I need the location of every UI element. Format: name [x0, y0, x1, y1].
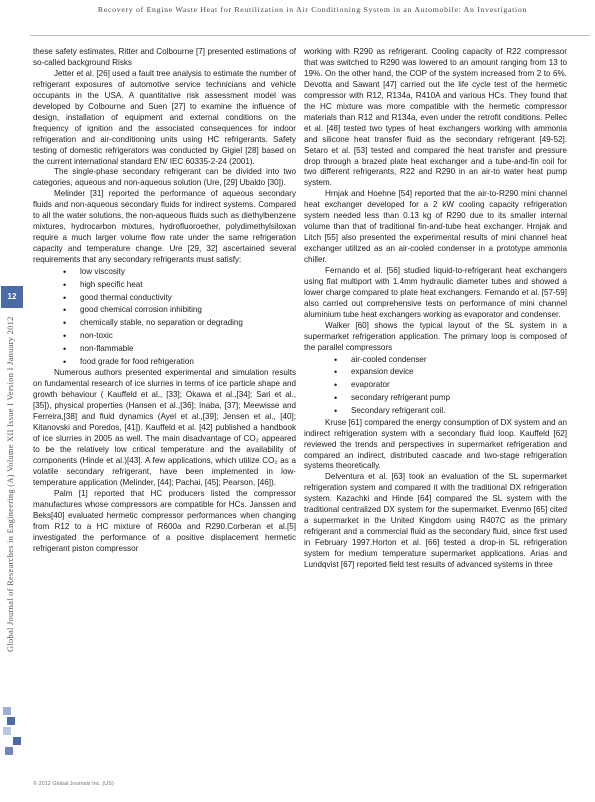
- list-item: • evaporator: [351, 379, 567, 392]
- paragraph: Jetter et al. [26] used a fault tree analysis to estimate the number of refrigerant exposures of automotive service technicians and vehicle occupants in the USA. A quantitative risk assessment model was developed by Colbourne and Suen [27] to examine the influence of design, installation of equipment and external conditions on the frequency of ignition and the associated consequences for indoor refrigeration and air-conditioning units using HC refrigerants. Safety testing of domestic refrigerators was conducted by Gigiel [28] based on the current international standard EN/ IEC 60335-2-24 (2001).: [33, 68, 296, 166]
- journal-sidebar: [0, 42, 24, 802]
- running-header: Recovery of Engine Waste Heat for Reutilization in Air Conditioning System in an Automobile: An Investigation: [97, 5, 528, 14]
- paragraph: Fernando et al. [56] studied liquid-to-refrigerant heat exchangers using flat multiport with 1.4mm hydraulic diameter tubes and showed a lower charge compared to plate heat exchangers. Fernando et al. [57-59] also carried out comprehensive tests on performance of mini channel aluminium tube heat exchangers working as evaporator and condenser.: [304, 266, 567, 319]
- list-item: • good chemical corrosion inhibiting: [80, 304, 296, 317]
- right-column: [304, 47, 567, 571]
- paragraph: Palm [1] reported that HC producers listed the compressor manufactures whose compressors are compatible for HCs. Janssen and Beks[40] evaluated hermetic compressor performances when changing from R12 to a HC mixture of R600a and R290.Corberan et al.[5] investigated the performance of a positive displacement hermetic refrigerant piston compressor: [33, 488, 296, 553]
- list-item: • expansion device: [351, 366, 567, 379]
- paragraph: The single-phase secondary refrigerant can be divided into two categories, aqueous and non-aqueous solution (Ure, [29] Ubaldo [30]).: [33, 167, 296, 188]
- list-item: • secondary refrigerant pump: [351, 392, 567, 405]
- primary-loop-list: [304, 354, 567, 418]
- paragraph: Kruse [61] compared the energy consumption of DX system and an indirect refrigeration system with a secondary fluid loop. Kauffeld [62] reviewed the trends and perspectives in supermarket refrigeration and compared an indirect, distributed cascade and two-stage refrigeration systems theoretically.: [304, 417, 567, 471]
- list-item: • non-toxic: [80, 330, 296, 343]
- list-item: • low viscosity: [80, 266, 296, 279]
- list-item: • high specific heat: [80, 279, 296, 292]
- decorative-squares: [3, 707, 21, 757]
- paragraph: Delventura et al. [63] took an evaluation of the SL supermarket refrigeration system and compared it with the traditional DX refrigeration system. Kazachki and Hinde [64] compared the SL system with the traditional centralized DX system for the supermarket. Evenmo [65] cited a supermarket in the United Kingdom using R407C as the primary refrigerant and a commercial fluid as the secondary fluid, since first used in February 1997.Horton et al. [66] tested a drop-in SL refrigeration system for medium temperature supermarket applications. Arias and Lundqvist [67] reported field test results of advanced systems in three: [304, 472, 567, 570]
- page-number-badge: 12: [1, 286, 23, 308]
- list-item: • chemically stable, no separation or degrading: [80, 317, 296, 330]
- list-item: • good thermal conductivity: [80, 292, 296, 305]
- header-divider: [30, 35, 590, 36]
- list-item: • food grade for food refrigeration: [80, 356, 296, 369]
- list-item: • air-cooled condenser: [351, 354, 567, 367]
- paragraph: these safety estimates, Ritter and Colbourne [7] presented estimations of so-called background Risks: [33, 47, 296, 67]
- copyright-footer: © 2012 Global Journals Inc. (US): [33, 781, 114, 787]
- list-item: • non-flammable: [80, 343, 296, 356]
- paragraph: Walker [60] shows the typical layout of the SL system in a supermarket refrigeration application. The primary loop is composed of the parallel compressors: [304, 320, 567, 352]
- left-column: [33, 47, 296, 555]
- paragraph: Hrnjak and Hoehne [54] reported that the air-to-R290 mini channel heat exchanger developed for a 2 kW cooling capacity refrigeration system needed less than 0.13 kg of R290 due to its smaller internal volume than that of traditional fin-and-tube heat exchanger. Hrnjak and Litch [55] also presented the experimental results of mini channel heat exchanger utilized as an air-cooled condenser in a prototype ammonia chiller.: [304, 189, 567, 265]
- list-item: • Secondary refrigerant coil.: [351, 405, 567, 418]
- paragraph: Melinder [31] reported the performance of aqueous secondary fluids and non-aqueous secondary fluids for indirect systems. Compared to all the water solutions, the non-aqueous fluids such as diethylbenzene mixtures, hydrocarbon mixtures, hydrofluoroether, polydimethylsiloxan require a much larger volume flow rate under the same refrigeration capacity and temperature change. Ure [29, 32] ascertained several requirements that any secondary refrigerants must satisfy:: [33, 189, 296, 265]
- paragraph: working with R290 as refrigerant. Cooling capacity of R22 compressor that was switched to R290 was lowered to an amount ranging from 13 to 19%. On the other hand, the COP of the system increased from 2 to 6%. Devotta and Sawant [47] carried out the life cycle test of the hermetic compressor with R12, R134a, R410A and various HCs. They found that the HC mixture was more compatible with the hermetic compressor materials than R12 and R134a, even under the retrofit conditions. Pellec et al. [48] tested two types of heat exchangers working with ammonia and silicone heat transfer fluid as the secondary refrigerant [49-52]. Setaro et al. [53] tested and compared the heat transfer and pressure drop through a brazed plate heat exchanger and a tube-and-fin coil for two different refrigerants, R22 and R290 in an air-to water heat pump system.: [304, 47, 567, 188]
- paragraph: Numerous authors presented experimental and simulation results on fundamental research of ice slurries in terms of ice particle shape and growth behaviour ( Kauffeld et al., [33]; Okawa et al.,[34]; Sari et al., [35]), physical properties (Hansen et al.,[36]; Inaba, [37]; Meewisse and Ferreira,[38] and fluid dynamics (Ayel et al.,[39]; Jensen et al., [40]; Kitanovski and Poredos, [41]). Kauffeld et al. [42] published a handbook of ice slurries in 2005 as well. The main disadvantage of CO₂ appeared to be the relatively low critical temperature and the availability of components (Hinde et al.)[43]. A few applications, which utilize CO₂ as a volatile secondary refrigerant, have been implemented in low-temperature application (Melinder, [44]; Pachai, [45]; Pearson, [46]).: [33, 368, 296, 487]
- requirements-list: [33, 266, 296, 368]
- journal-citation-vertical: Global Journal of Researches in Engineering (A) Volume XII Issue I Version I January 2012: [6, 316, 15, 652]
